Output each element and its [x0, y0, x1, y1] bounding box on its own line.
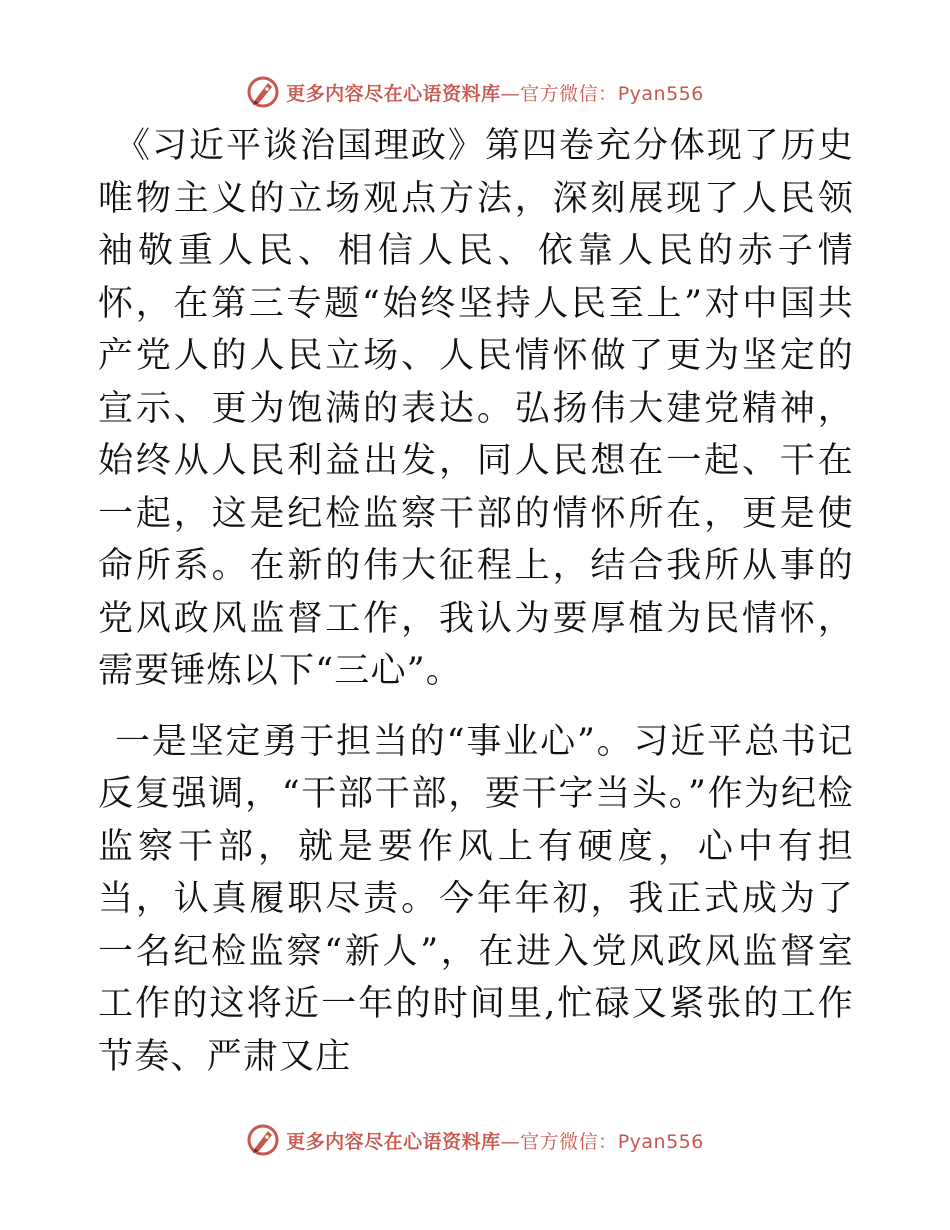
- header-watermark: [0, 72, 950, 112]
- pen-nib-logo-icon: [246, 1123, 280, 1157]
- pen-nib-logo-icon: [246, 75, 280, 109]
- watermark-text: [286, 79, 704, 106]
- watermark-wechat-label: 官方微信：: [520, 82, 618, 105]
- footer-watermark: [0, 1120, 950, 1160]
- watermark-separator: —: [500, 1130, 521, 1153]
- watermark-text: [286, 1127, 704, 1154]
- watermark-wechat-id: Pyan556: [617, 82, 704, 105]
- paragraph-intro: 《习近平谈治国理政》第四卷充分体现了历史唯物主义的立场观点方法，深刻展现了人民领袖敬重人民、相信人民、依靠人民的赤子情怀，在第三专题“始终坚持人民至上”对中国共产党人的人民立场、人民情怀做了更为坚定的宣示、更为饱满的表达。弘扬伟大建党精神，始终从人民利益出发，同人民想在一起、干在一起，这是纪检监察干部的情怀所在，更是使命所系。在新的伟大征程上，结合我所从事的党风政风监督工作，我认为要厚植为民情怀，需要锤炼以下“三心”。: [98, 126, 854, 691]
- watermark-wechat-label: 官方微信：: [520, 1130, 618, 1153]
- watermark-brand: 更多内容尽在心语资料库: [286, 1130, 501, 1153]
- watermark-wechat-id: Pyan556: [617, 1130, 704, 1153]
- document-body: [98, 120, 854, 1083]
- watermark-separator: —: [500, 82, 521, 105]
- paragraph-point-one: 一是坚定勇于担当的“事业心”。习近平总书记反复强调，“干部干部，要干字当头。”作为纪检监察干部，就是要作风上有硬度，心中有担当，认真履职尽责。今年年初，我正式成为了一名纪检监察“新人”，在进入党风政风监督室工作的这将近一年的时间里,忙碌又紧张的工作节奏、严肃又庄: [98, 721, 854, 1077]
- watermark-brand: 更多内容尽在心语资料库: [286, 82, 501, 105]
